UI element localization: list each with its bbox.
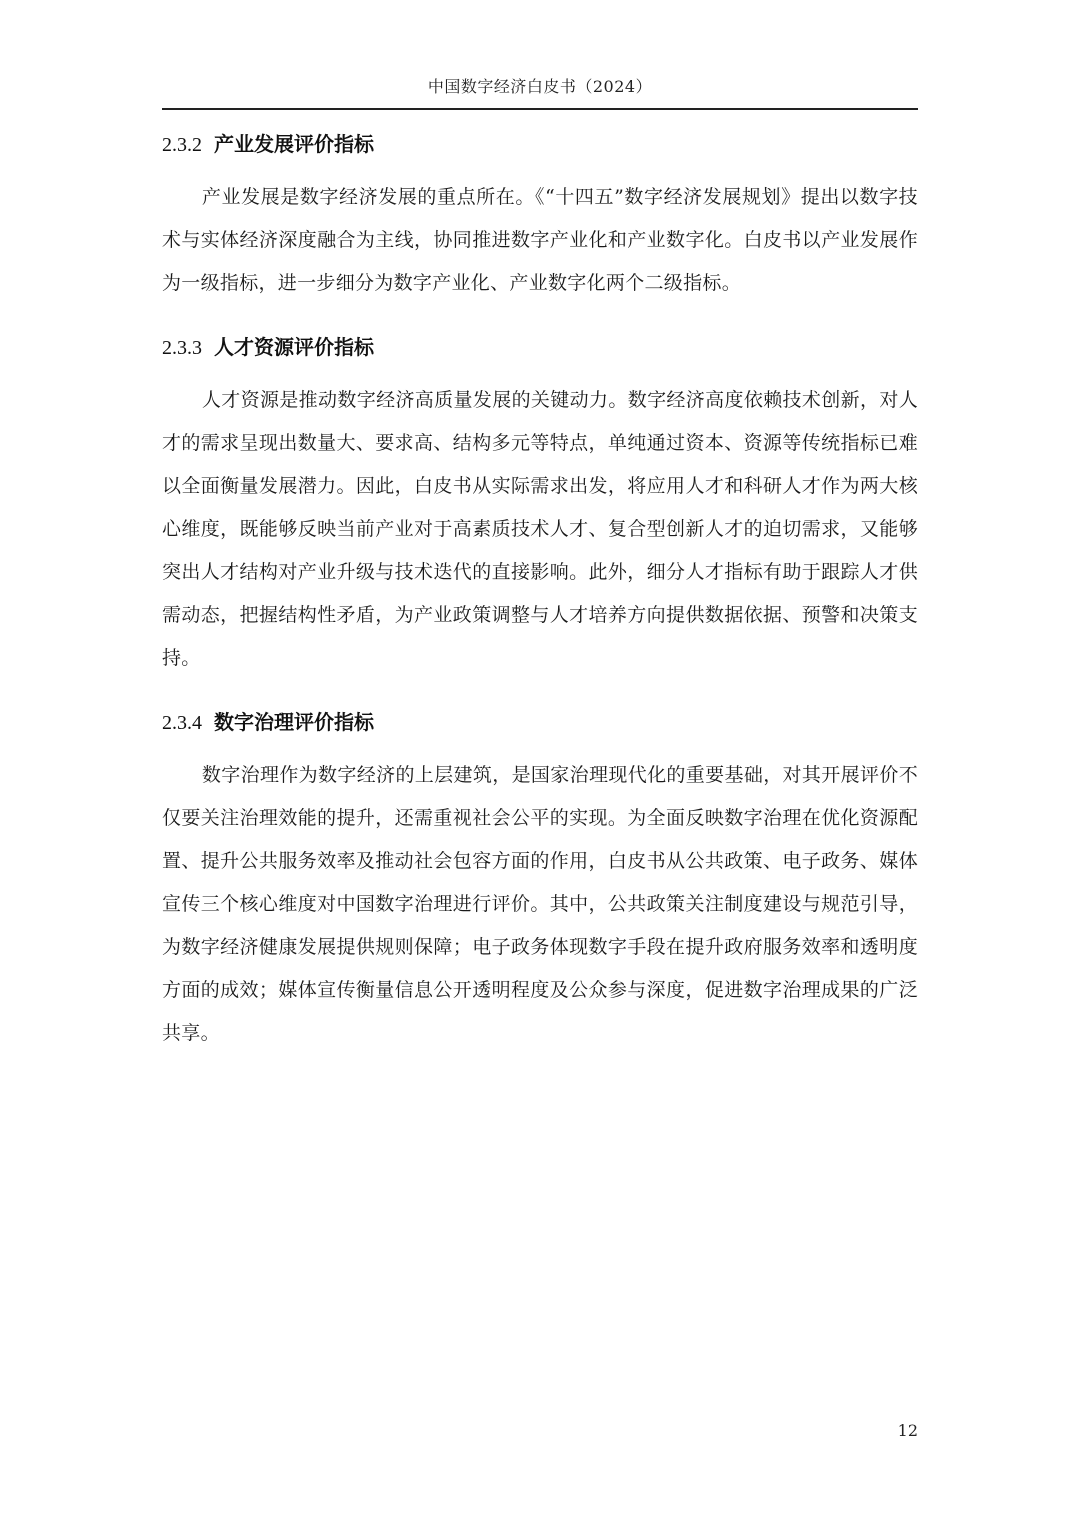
- section-heading: [162, 327, 918, 367]
- section-number: 2.3.3: [162, 337, 202, 359]
- section-title: 数字治理评价指标: [214, 710, 374, 734]
- page-content: [162, 124, 918, 1055]
- section-number: 2.3.2: [162, 134, 202, 156]
- section-2-3-2: [162, 124, 918, 305]
- page-number: 12: [897, 1421, 918, 1440]
- body-paragraph: 数字治理作为数字经济的上层建筑，是国家治理现代化的重要基础，对其开展评价不仅要关注治理效能的提升，还需重视社会公平的实现。为全面反映数字治理在优化资源配置、提升公共服务效率及推动社会包容方面的作用，白皮书从公共政策、电子政务、媒体宣传三个核心维度对中国数字治理进行评价。其中，公共政策关注制度建设与规范引导，为数字经济健康发展提供规则保障；电子政务体现数字手段在提升政府服务效率和透明度方面的成效；媒体宣传衡量信息公开透明程度及公众参与深度，促进数字治理成果的广泛共享。: [162, 764, 918, 1044]
- section-title: 产业发展评价指标: [214, 132, 374, 156]
- section-2-3-3: [162, 327, 918, 680]
- section-heading: [162, 702, 918, 742]
- section-title: 人才资源评价指标: [214, 335, 374, 359]
- section-heading: [162, 124, 918, 164]
- section-2-3-4: [162, 702, 918, 1055]
- body-paragraph: 人才资源是推动数字经济高质量发展的关键动力。数字经济高度依赖技术创新，对人才的需求呈现出数量大、要求高、结构多元等特点，单纯通过资本、资源等传统指标已难以全面衡量发展潜力。因此，白皮书从实际需求出发，将应用人才和科研人才作为两大核心维度，既能够反映当前产业对于高素质技术人才、复合型创新人才的迫切需求，又能够突出人才结构对产业升级与技术迭代的直接影响。此外，细分人才指标有助于跟踪人才供需动态，把握结构性矛盾，为产业政策调整与人才培养方向提供数据依据、预警和决策支持。: [162, 389, 918, 669]
- running-header: 中国数字经济白皮书（2024）: [427, 77, 653, 96]
- section-number: 2.3.4: [162, 712, 202, 734]
- header-divider: [162, 108, 918, 110]
- body-paragraph: 产业发展是数字经济发展的重点所在。《“十四五”数字经济发展规划》提出以数字技术与实体经济深度融合为主线，协同推进数字产业化和产业数字化。白皮书以产业发展作为一级指标，进一步细分为数字产业化、产业数字化两个二级指标。: [162, 186, 918, 294]
